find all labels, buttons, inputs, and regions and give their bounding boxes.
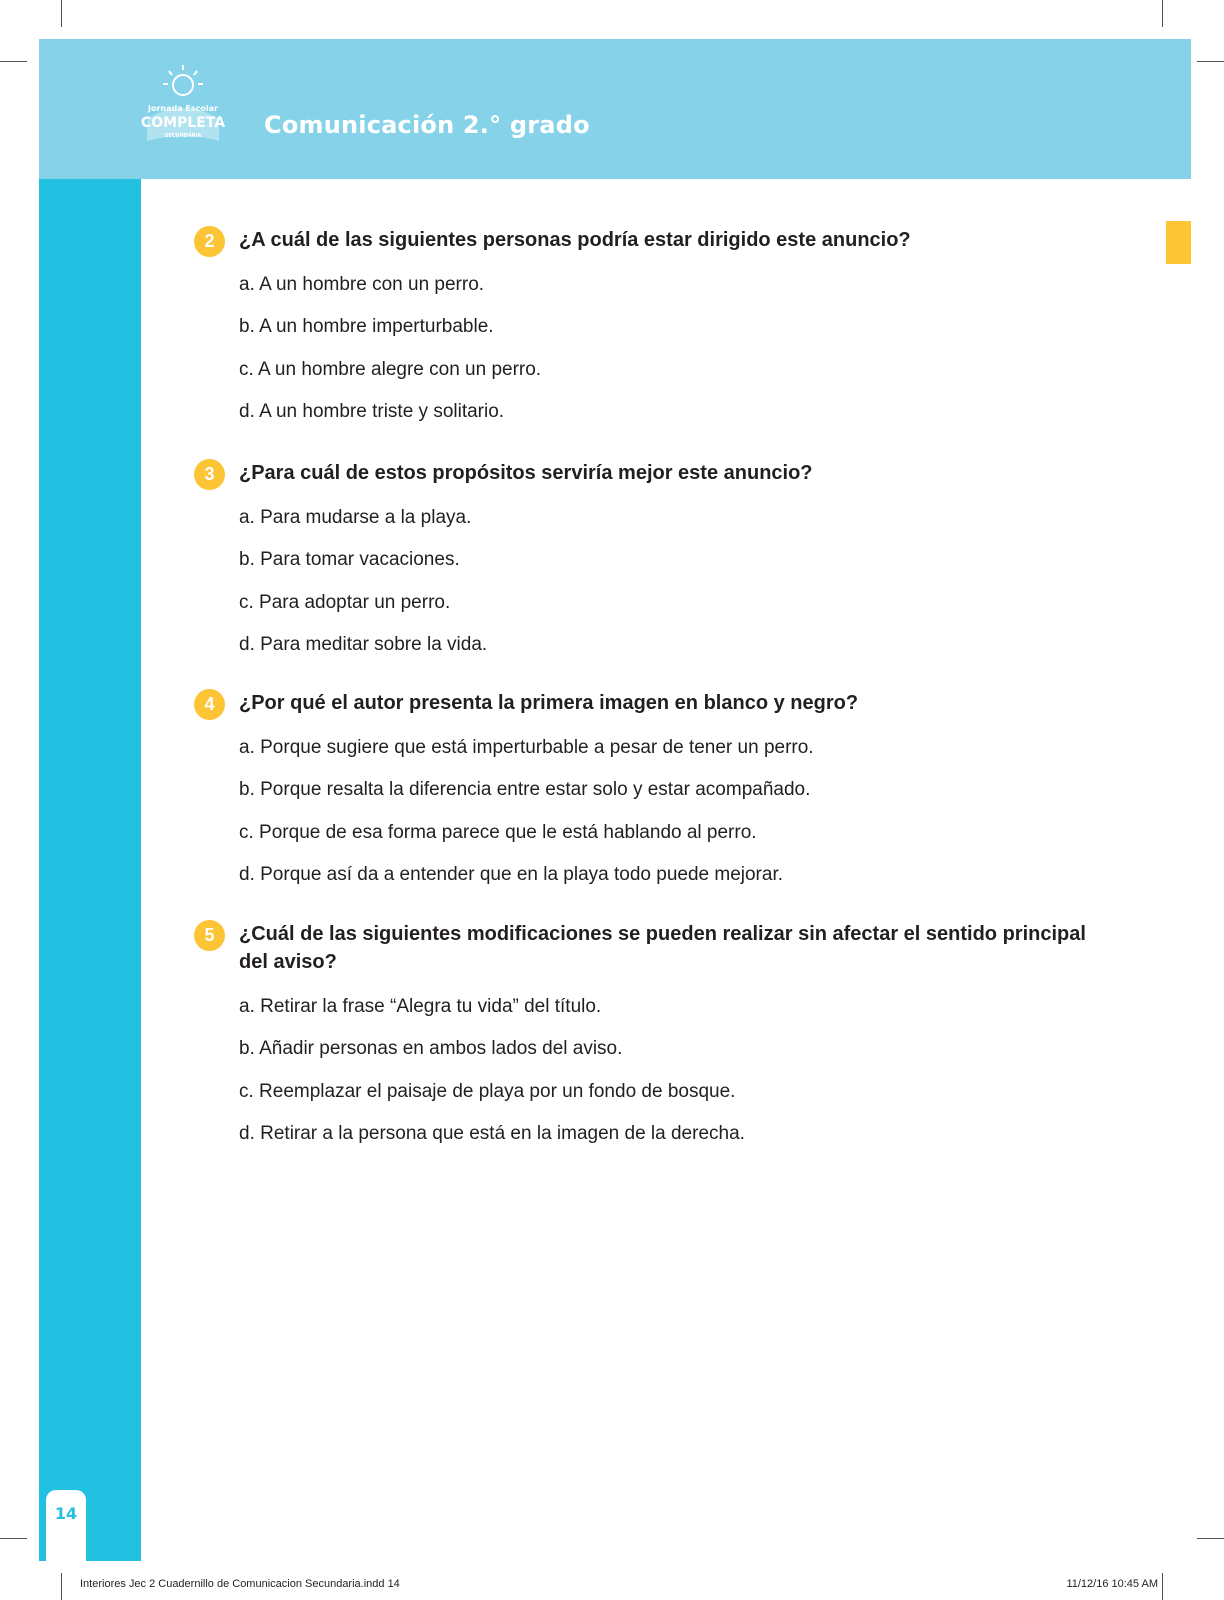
logo-text-bottom: SECUNDARIA — [164, 133, 202, 139]
option-d: d. Para meditar sobre la vida. — [239, 634, 488, 655]
question-number-badge: 3 — [194, 459, 225, 490]
option-b: b. Para tomar vacaciones. — [239, 549, 460, 570]
options-list — [194, 273, 911, 425]
option-a: a. Retirar la frase “Alegra tu vida” del título. — [239, 995, 602, 1017]
crop-mark — [1162, 1573, 1163, 1600]
crop-mark — [0, 61, 27, 62]
footer-file-info: Interiores Jec 2 Cuadernillo de Comunicacion Secundaria.indd 14 — [80, 1578, 400, 1590]
options-list — [194, 995, 1104, 1147]
option-d: d. Porque así da a entender que en la playa todo puede mejorar. — [239, 864, 784, 885]
page-title: Comunicación 2.° grado — [264, 111, 590, 139]
section-tab-marker — [1166, 221, 1191, 264]
question-text: ¿Para cuál de estos propósitos serviría mejor este anuncio? — [239, 462, 813, 484]
crop-mark — [1162, 0, 1163, 27]
question-text: ¿Por qué el autor presenta la primera imagen en blanco y negro? — [239, 692, 859, 714]
page-header — [39, 39, 1191, 179]
question-number-badge: 2 — [194, 226, 225, 257]
option-b: b. Porque resalta la diferencia entre estar solo y estar acompañado. — [239, 779, 811, 800]
question-4 — [194, 689, 858, 887]
option-a: a. Porque sugiere que está imperturbable a pesar de tener un perro. — [239, 736, 814, 758]
option-c: c. Reemplazar el paisaje de playa por un fondo de bosque. — [239, 1080, 736, 1102]
sidebar-band — [39, 179, 141, 1561]
question-number-badge: 4 — [194, 689, 225, 720]
logo-text-top: Jornada Escolar — [148, 104, 218, 113]
crop-mark — [61, 1573, 62, 1600]
option-c: c. Para adoptar un perro. — [239, 591, 451, 613]
option-d: d. Retirar a la persona que está en la imagen de la derecha. — [239, 1123, 745, 1144]
crop-mark — [1197, 61, 1224, 62]
crop-mark — [1197, 1538, 1224, 1539]
option-b: b. A un hombre imperturbable. — [239, 316, 494, 337]
crop-mark — [0, 1538, 27, 1539]
options-list — [194, 506, 813, 658]
logo-text-main: COMPLETA — [141, 115, 225, 131]
jornada-escolar-logo — [141, 57, 225, 157]
page-number: 14 — [46, 1490, 86, 1562]
footer-timestamp: 11/12/16 10:45 AM — [1066, 1578, 1158, 1590]
option-a: a. A un hombre con un perro. — [239, 273, 485, 295]
option-c: c. Porque de esa forma parece que le está hablando al perro. — [239, 821, 757, 843]
question-text: ¿Cuál de las siguientes modificaciones se pueden realizar sin afectar el sentido principal del aviso? — [239, 923, 1086, 973]
question-2 — [194, 226, 911, 424]
question-5 — [194, 920, 1104, 1146]
question-3 — [194, 459, 813, 657]
option-c: c. A un hombre alegre con un perro. — [239, 358, 542, 380]
options-list — [194, 736, 858, 888]
option-d: d. A un hombre triste y solitario. — [239, 401, 505, 422]
option-b: b. Añadir personas en ambos lados del aviso. — [239, 1038, 623, 1059]
option-a: a. Para mudarse a la playa. — [239, 506, 472, 528]
question-number-badge: 5 — [194, 920, 225, 951]
crop-mark — [61, 0, 62, 27]
question-text: ¿A cuál de las siguientes personas podría estar dirigido este anuncio? — [239, 229, 911, 251]
